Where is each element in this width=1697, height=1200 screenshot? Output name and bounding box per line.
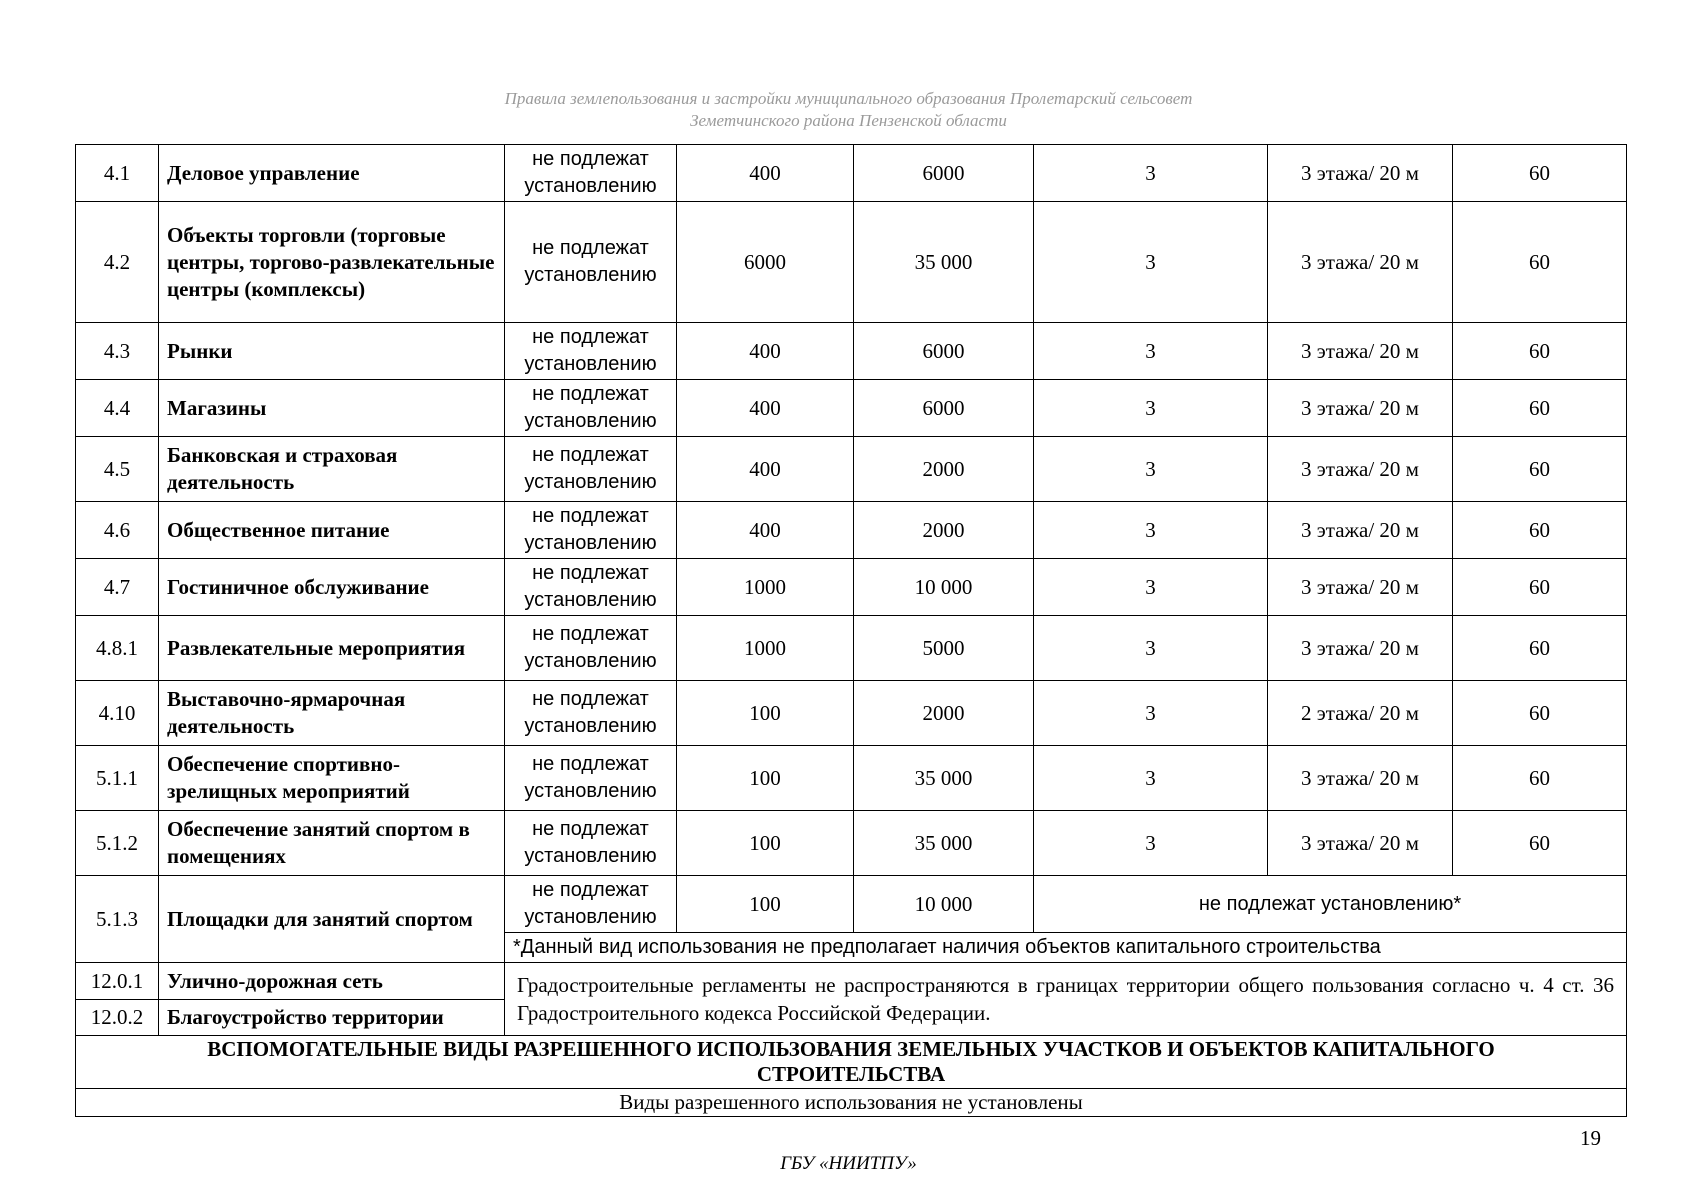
row-indent: 3: [1034, 616, 1268, 681]
row-indent: 3: [1034, 746, 1268, 811]
row-name: Банковская и страховая деятельность: [159, 437, 505, 502]
table-row: [76, 746, 1627, 811]
row-name: Улично-дорожная сеть: [159, 963, 505, 1000]
row-coverage: 60: [1453, 145, 1627, 202]
table-row: [76, 559, 1627, 616]
row-code: 5.1.2: [76, 811, 159, 876]
row-floors: 3 этажа/ 20 м: [1268, 616, 1453, 681]
row-code: 4.6: [76, 502, 159, 559]
row-name: Площадки для занятий спортом: [159, 876, 505, 963]
row-min-area: 100: [677, 681, 854, 746]
row-min-area: 100: [677, 746, 854, 811]
section-heading: ВСПОМОГАТЕЛЬНЫЕ ВИДЫ РАЗРЕШЕННОГО ИСПОЛЬЗОВАНИЯ ЗЕМЕЛЬНЫХ УЧАСТКОВ И ОБЪЕКТОВ КАПИТАЛЬНОГО СТРОИТЕЛЬСТВА: [76, 1036, 1627, 1089]
table-row: [76, 202, 1627, 323]
row-coverage: 60: [1453, 616, 1627, 681]
row-max-area: 35 000: [854, 811, 1034, 876]
row-code: 4.2: [76, 202, 159, 323]
row-indent: 3: [1034, 559, 1268, 616]
row-indent: 3: [1034, 681, 1268, 746]
row-floors: 3 этажа/ 20 м: [1268, 559, 1453, 616]
table-row: [76, 323, 1627, 380]
row-min-area: 100: [677, 876, 854, 933]
row-min-size: не подлежат установлению: [505, 559, 677, 616]
table-row: [76, 437, 1627, 502]
row-code: 4.7: [76, 559, 159, 616]
row-min-area: 400: [677, 380, 854, 437]
row-min-size: не подлежат установлению: [505, 681, 677, 746]
page-number: 19: [1580, 1126, 1601, 1150]
row-min-size: не подлежат установлению: [505, 145, 677, 202]
row-max-area: 6000: [854, 145, 1034, 202]
row-code: 5.1.1: [76, 746, 159, 811]
row-floors: 3 этажа/ 20 м: [1268, 746, 1453, 811]
row-code: 12.0.1: [76, 963, 159, 1000]
row-max-area: 2000: [854, 437, 1034, 502]
table-row: [76, 681, 1627, 746]
table-row-12-0-1: [76, 963, 1627, 1000]
row-coverage: 60: [1453, 502, 1627, 559]
row-rest-not-set: не подлежат установлению*: [1034, 876, 1627, 933]
row-min-size: не подлежат установлению: [505, 502, 677, 559]
row-code: 4.10: [76, 681, 159, 746]
row-name: Благоустройство территории: [159, 1000, 505, 1036]
row-coverage: 60: [1453, 323, 1627, 380]
table-row: [76, 145, 1627, 202]
row-note: *Данный вид использования не предполагает наличия объектов капитального строительства: [505, 933, 1627, 963]
row-min-size: не подлежат установлению: [505, 746, 677, 811]
row-min-size: не подлежат установлению: [505, 380, 677, 437]
row-max-area: 10 000: [854, 559, 1034, 616]
row-indent: 3: [1034, 811, 1268, 876]
row-min-area: 400: [677, 437, 854, 502]
row-floors: 3 этажа/ 20 м: [1268, 502, 1453, 559]
row-indent: 3: [1034, 202, 1268, 323]
row-floors: 3 этажа/ 20 м: [1268, 380, 1453, 437]
row-min-area: 1000: [677, 616, 854, 681]
row-name: Обеспечение спортивно-зрелищных мероприятий: [159, 746, 505, 811]
row-code: 4.1: [76, 145, 159, 202]
row-max-area: 10 000: [854, 876, 1034, 933]
row-max-area: 35 000: [854, 202, 1034, 323]
regulations-table: [75, 144, 1627, 1117]
row-floors: 3 этажа/ 20 м: [1268, 145, 1453, 202]
table-row-5-1-3: [76, 876, 1627, 933]
row-indent: 3: [1034, 380, 1268, 437]
section-value: Виды разрешенного использования не установлены: [76, 1089, 1627, 1117]
row-name: Общественное питание: [159, 502, 505, 559]
row-code: 4.4: [76, 380, 159, 437]
row-floors: 3 этажа/ 20 м: [1268, 202, 1453, 323]
header-line-1: Правила землепользования и застройки муниципального образования Пролетарский сельсовет: [504, 89, 1193, 108]
row-code: 4.3: [76, 323, 159, 380]
row-min-area: 100: [677, 811, 854, 876]
row-name: Выставочно-ярмарочная деятельность: [159, 681, 505, 746]
row-min-size: не подлежат установлению: [505, 616, 677, 681]
row-min-area: 6000: [677, 202, 854, 323]
document-footer: ГБУ «НИИТПУ»: [780, 1153, 917, 1174]
row-min-size: не подлежат установлению: [505, 876, 677, 933]
row-floors: 3 этажа/ 20 м: [1268, 437, 1453, 502]
row-min-size: не подлежат установлению: [505, 323, 677, 380]
row-coverage: 60: [1453, 380, 1627, 437]
row-max-area: 6000: [854, 323, 1034, 380]
row-floors: 3 этажа/ 20 м: [1268, 811, 1453, 876]
row-coverage: 60: [1453, 437, 1627, 502]
row-coverage: 60: [1453, 746, 1627, 811]
section-value-row: [76, 1089, 1627, 1117]
row-coverage: 60: [1453, 202, 1627, 323]
row-code: 4.5: [76, 437, 159, 502]
row-min-area: 400: [677, 502, 854, 559]
section-heading-row: [76, 1036, 1627, 1089]
regulations-note: Градостроительные регламенты не распространяются в границах территории общего пользования согласно ч. 4 ст. 36 Градостроительного кодекса Российской Федерации.: [505, 963, 1627, 1036]
row-floors: 3 этажа/ 20 м: [1268, 323, 1453, 380]
row-name: Развлекательные мероприятия: [159, 616, 505, 681]
row-coverage: 60: [1453, 681, 1627, 746]
row-coverage: 60: [1453, 811, 1627, 876]
table-row: [76, 380, 1627, 437]
row-name: Рынки: [159, 323, 505, 380]
row-min-area: 1000: [677, 559, 854, 616]
row-min-size: не подлежат установлению: [505, 202, 677, 323]
row-name: Обеспечение занятий спортом в помещениях: [159, 811, 505, 876]
header-line-2: Земетчинского района Пензенской области: [690, 111, 1007, 130]
row-indent: 3: [1034, 502, 1268, 559]
row-indent: 3: [1034, 323, 1268, 380]
row-code: 12.0.2: [76, 1000, 159, 1036]
document-header: [0, 88, 1697, 132]
row-max-area: 2000: [854, 681, 1034, 746]
row-max-area: 2000: [854, 502, 1034, 559]
row-code: 4.8.1: [76, 616, 159, 681]
table-row: [76, 616, 1627, 681]
row-name: Объекты торговли (торговые центры, торгово-развлекательные центры (комплексы): [159, 202, 505, 323]
row-min-area: 400: [677, 145, 854, 202]
row-indent: 3: [1034, 145, 1268, 202]
row-name: Магазины: [159, 380, 505, 437]
row-name: Деловое управление: [159, 145, 505, 202]
row-min-area: 400: [677, 323, 854, 380]
row-coverage: 60: [1453, 559, 1627, 616]
row-max-area: 35 000: [854, 746, 1034, 811]
row-max-area: 6000: [854, 380, 1034, 437]
table-row: [76, 811, 1627, 876]
row-floors: 2 этажа/ 20 м: [1268, 681, 1453, 746]
row-indent: 3: [1034, 437, 1268, 502]
row-code: 5.1.3: [76, 876, 159, 963]
row-max-area: 5000: [854, 616, 1034, 681]
row-min-size: не подлежат установлению: [505, 437, 677, 502]
row-min-size: не подлежат установлению: [505, 811, 677, 876]
row-name: Гостиничное обслуживание: [159, 559, 505, 616]
table-row: [76, 502, 1627, 559]
